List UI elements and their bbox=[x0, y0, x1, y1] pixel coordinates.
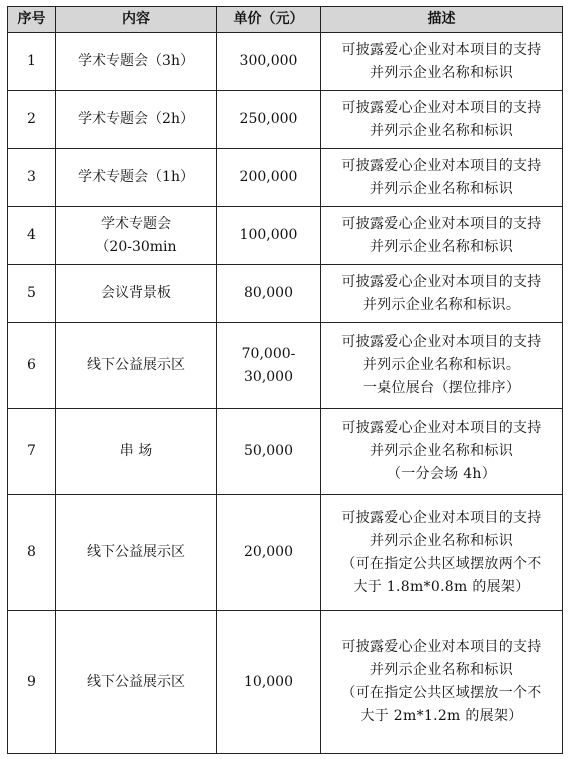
table-row bbox=[8, 33, 563, 91]
cell-desc-line: 可披露爱心企业对本项目的支持 bbox=[341, 273, 542, 290]
cell-desc-line: 可披露爱心企业对本项目的支持 bbox=[341, 509, 542, 526]
cell-no: 6 bbox=[8, 323, 56, 409]
cell-price bbox=[217, 33, 321, 91]
table-header-row bbox=[8, 7, 563, 33]
cell-content bbox=[56, 207, 217, 265]
table-row bbox=[8, 265, 563, 323]
cell-desc bbox=[321, 495, 563, 611]
cell-content-line: 会议背景板 bbox=[101, 285, 171, 301]
cell-desc-line: 并列示企业名称和标识 bbox=[370, 443, 513, 459]
cell-price-line: 200,000 bbox=[239, 169, 298, 185]
cell-desc-line: 并列示企业名称和标识。 bbox=[362, 357, 521, 373]
cell-desc-line: 并列示企业名称和标识 bbox=[370, 662, 513, 678]
cell-desc-line: 并列示企业名称和标识 bbox=[370, 122, 513, 139]
cell-desc-line: 可披露爱心企业对本项目的支持 bbox=[341, 215, 542, 232]
cell-price-line: 10,000 bbox=[244, 673, 293, 690]
cell-desc-line: 并列示企业名称和标识 bbox=[370, 532, 513, 549]
cell-desc bbox=[321, 33, 563, 91]
cell-desc-line: 大于 1.8m*0.8m 的展架） bbox=[353, 578, 530, 595]
header-desc: 描述 bbox=[321, 7, 563, 33]
cell-desc-line: （一分会场 4h） bbox=[386, 466, 497, 482]
cell-price-line: 250,000 bbox=[239, 111, 298, 127]
table-row bbox=[8, 409, 563, 495]
cell-content-line: 学术专题会 bbox=[101, 215, 171, 232]
cell-desc bbox=[321, 91, 563, 149]
cell-desc-line: （可在指定公共区域摆放两个不 bbox=[341, 555, 542, 572]
cell-content bbox=[56, 409, 217, 495]
pricing-table bbox=[7, 6, 563, 754]
cell-content-line: 学术专题会（3h） bbox=[78, 53, 194, 69]
cell-desc-line: 并列示企业名称和标识 bbox=[370, 238, 513, 255]
cell-price-line: 30,000 bbox=[244, 368, 293, 385]
cell-no: 1 bbox=[8, 33, 56, 91]
cell-desc-line: 可披露爱心企业对本项目的支持 bbox=[341, 639, 542, 655]
cell-content-line: 学术专题会（2h） bbox=[78, 111, 194, 127]
cell-desc-line: （可在指定公共区域摆放一个不 bbox=[341, 685, 542, 701]
cell-desc bbox=[321, 611, 563, 754]
cell-content bbox=[56, 149, 217, 207]
cell-desc bbox=[321, 207, 563, 265]
cell-desc bbox=[321, 409, 563, 495]
cell-price-line: 70,000- bbox=[241, 345, 296, 362]
cell-desc-line: 并列示企业名称和标识。 bbox=[362, 296, 521, 313]
cell-price bbox=[217, 91, 321, 149]
header-price: 单价（元） bbox=[217, 7, 321, 33]
cell-desc bbox=[321, 265, 563, 323]
cell-content bbox=[56, 323, 217, 409]
cell-content bbox=[56, 91, 217, 149]
cell-no: 9 bbox=[8, 611, 56, 754]
cell-price bbox=[217, 409, 321, 495]
cell-price-line: 100,000 bbox=[239, 227, 298, 243]
cell-content bbox=[56, 265, 217, 323]
table-row bbox=[8, 207, 563, 265]
cell-desc bbox=[321, 323, 563, 409]
cell-price-line: 20,000 bbox=[244, 544, 293, 560]
cell-content bbox=[56, 611, 217, 754]
table-row bbox=[8, 495, 563, 611]
cell-content-line: （20-30min bbox=[95, 238, 177, 255]
cell-content bbox=[56, 495, 217, 611]
cell-desc-line: 可披露爱心企业对本项目的支持 bbox=[341, 334, 542, 350]
cell-desc-line: 一桌位展台（摆位排序） bbox=[362, 380, 521, 396]
cell-price bbox=[217, 611, 321, 754]
cell-price bbox=[217, 207, 321, 265]
cell-no: 3 bbox=[8, 149, 56, 207]
cell-no: 7 bbox=[8, 409, 56, 495]
cell-no: 5 bbox=[8, 265, 56, 323]
cell-desc-line: 大于 2m*1.2m 的展架） bbox=[360, 708, 523, 724]
header-content: 内容 bbox=[56, 7, 217, 33]
cell-content-line: 线下公益展示区 bbox=[87, 673, 185, 690]
cell-desc-line: 并列示企业名称和标识 bbox=[370, 180, 513, 197]
cell-no: 4 bbox=[8, 207, 56, 265]
cell-desc-line: 可披露爱心企业对本项目的支持 bbox=[341, 420, 542, 436]
cell-no: 2 bbox=[8, 91, 56, 149]
cell-price-line: 80,000 bbox=[244, 285, 293, 301]
cell-content bbox=[56, 33, 217, 91]
cell-desc-line: 并列示企业名称和标识 bbox=[370, 64, 513, 81]
header-no: 序号 bbox=[8, 7, 56, 33]
table-body bbox=[8, 33, 563, 754]
cell-no: 8 bbox=[8, 495, 56, 611]
cell-content-line: 线下公益展示区 bbox=[87, 357, 185, 373]
cell-desc-line: 可披露爱心企业对本项目的支持 bbox=[341, 99, 542, 116]
cell-price-line: 50,000 bbox=[244, 443, 293, 459]
table-row bbox=[8, 323, 563, 409]
cell-content-line: 线下公益展示区 bbox=[87, 544, 185, 560]
cell-price bbox=[217, 495, 321, 611]
cell-desc-line: 可披露爱心企业对本项目的支持 bbox=[341, 157, 542, 174]
cell-desc bbox=[321, 149, 563, 207]
cell-price bbox=[217, 323, 321, 409]
cell-content-line: 学术专题会（1h） bbox=[78, 169, 194, 185]
cell-price bbox=[217, 265, 321, 323]
cell-price bbox=[217, 149, 321, 207]
cell-desc-line: 可披露爱心企业对本项目的支持 bbox=[341, 41, 542, 58]
table-row bbox=[8, 149, 563, 207]
cell-price-line: 300,000 bbox=[239, 53, 298, 69]
cell-content-line: 串 场 bbox=[119, 443, 153, 459]
table-row bbox=[8, 91, 563, 149]
table-row bbox=[8, 611, 563, 754]
